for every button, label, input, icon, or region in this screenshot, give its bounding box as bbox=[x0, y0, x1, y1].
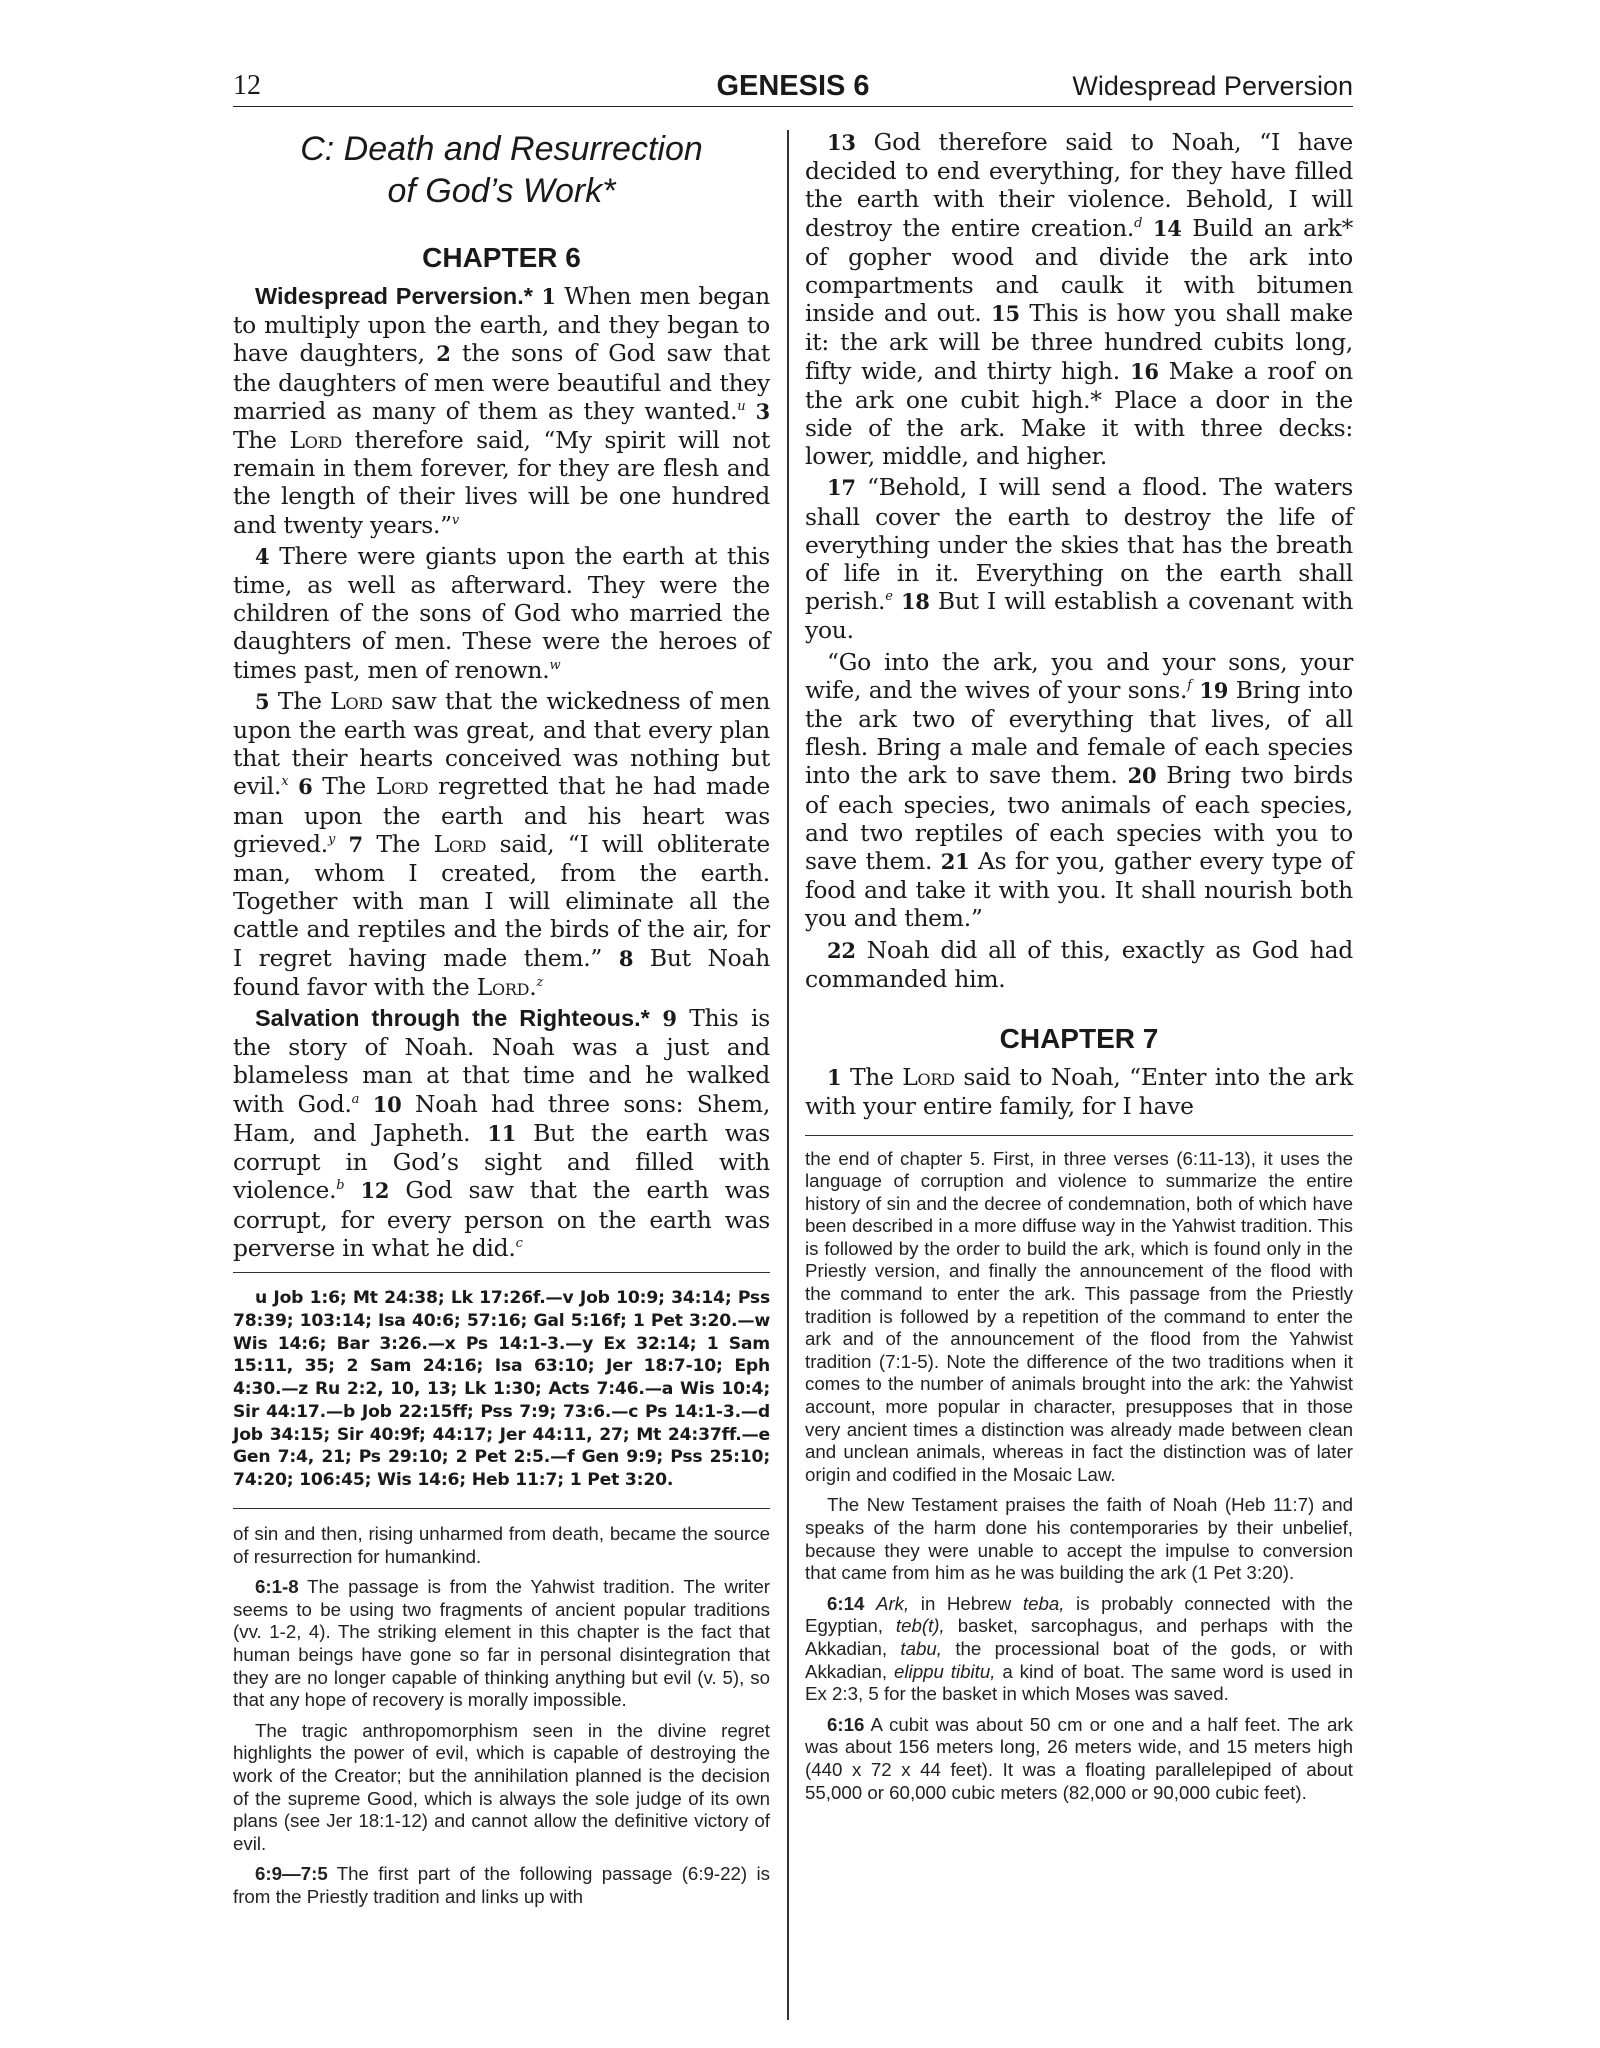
note-6-1-8 bbox=[233, 1576, 770, 1712]
scripture-text-chapter-7 bbox=[805, 1063, 1353, 1120]
footnote-marker: e bbox=[885, 589, 893, 605]
verse-text: therefore said, “My spirit will not remain in them forever, for they are flesh and the length of their lives will be one hundred and twenty years.” bbox=[233, 426, 771, 539]
verse-text: But I will establish a covenant with you. bbox=[805, 587, 1354, 645]
verse-number: 13 bbox=[827, 130, 856, 155]
verse-text: said, “I will obliterate man, whom I created, from the earth. Together with man I will eliminate all the cattle and reptiles and the birds of the air, for I regret having made them.” bbox=[233, 829, 770, 972]
verse-number: 5 bbox=[255, 688, 270, 714]
scripture-text-left bbox=[233, 282, 770, 1262]
verse-number: 18 bbox=[900, 589, 930, 615]
verse-number: 12 bbox=[360, 1178, 390, 1204]
note-text: The first part of the following passage (6:9-22) is from the Priestly tradition and links up with bbox=[233, 1863, 770, 1907]
verse-number: 14 bbox=[1152, 215, 1182, 241]
note-reference: 6:14 bbox=[827, 1592, 865, 1614]
note-text: basket, sarcophagus, and perhaps with the Akkadian, bbox=[805, 1615, 1353, 1659]
verse-text: God saw that the earth was corrupt, for every person on the earth was perverse in what he did. bbox=[233, 1176, 771, 1262]
paragraph-1 bbox=[233, 282, 770, 539]
paragraph-5 bbox=[805, 128, 1353, 470]
verse-text: The bbox=[277, 686, 322, 715]
divine-name: Lord bbox=[902, 1063, 955, 1092]
paragraph-4 bbox=[233, 1004, 770, 1262]
left-column bbox=[233, 128, 770, 1909]
commentary-notes-right bbox=[805, 1135, 1353, 1805]
verse-number: 17 bbox=[827, 475, 856, 501]
verse-text: Noah did all of this, exactly as God had commanded him. bbox=[805, 935, 1353, 993]
verse-text: . bbox=[529, 972, 537, 1001]
verse-text: The bbox=[376, 829, 421, 858]
footnote-marker: w bbox=[549, 657, 561, 673]
note-term: elippu tibitu, bbox=[894, 1660, 996, 1682]
verse-text: “Behold, I will send a flood. The waters shall cover the earth to destroy the life of everything under the skies that has the breath of life in it. Everything on the earth shall perish. bbox=[805, 473, 1353, 616]
verse-number: 3 bbox=[755, 398, 770, 424]
section-heading-salvation: Salvation through the Righteous.* bbox=[255, 1005, 650, 1032]
page-number: 12 bbox=[233, 70, 261, 101]
verse-text: But the earth was corrupt in God’s sight and filled with violence. bbox=[233, 1118, 770, 1205]
note-reference: 6:9—7:5 bbox=[255, 1863, 328, 1885]
verse-text: When men began to multiply upon the earth, and they began to have daughters, bbox=[233, 282, 771, 368]
section-heading-perversion: Widespread Perversion.* bbox=[255, 283, 533, 309]
book-chapter-title: GENESIS 6 bbox=[716, 70, 870, 102]
column-divider bbox=[787, 130, 789, 2020]
verse-text: God therefore said to Noah, “I have decided to end everything, for they have filled the earth with their violence. Behold, I will destroy the entire creation. bbox=[805, 128, 1353, 242]
note-text: is probably connected with the Egyptian, bbox=[805, 1592, 1353, 1637]
right-column bbox=[805, 128, 1353, 1804]
note-term: teba, bbox=[1022, 1592, 1065, 1614]
verse-text: Bring into the ark two of everything that lives, of all flesh. Bring a male and female of each species into the ark to save them. bbox=[805, 675, 1353, 790]
note-6-16 bbox=[805, 1714, 1353, 1804]
divine-name: Lord bbox=[330, 686, 383, 715]
divine-name: Lord bbox=[289, 426, 342, 455]
verse-text: The bbox=[322, 772, 367, 801]
chapter-7-heading: CHAPTER 7 bbox=[999, 1023, 1159, 1055]
running-topic: Widespread Perversion bbox=[1072, 71, 1353, 101]
footnote-marker: x bbox=[281, 774, 289, 790]
verse-text: Noah had three sons: Shem, Ham, and Japheth. bbox=[233, 1089, 771, 1147]
section-title bbox=[233, 128, 770, 212]
verse-text: This is how you shall make it: the ark will be three hundred cubits long, fifty wide, and thirty high. bbox=[805, 299, 1354, 385]
verse-number: 10 bbox=[372, 1091, 402, 1117]
note-anthropomorphism: The tragic anthropomorphism seen in the divine regret highlights the power of evil, which is capable of destroying the work of the Creator; but the annihilation planned is the decision of the supreme Good, which is always the sole judge of its own plans (see Jer 18:1-12) and cannot allow the definitive victory of evil. bbox=[233, 1719, 770, 1854]
verse-text: Make a roof on the ark one cubit high.* Place a door in the side of the ark. Make it with three decks: lower, middle, and higher. bbox=[805, 356, 1353, 471]
verse-number: 9 bbox=[662, 1006, 677, 1032]
verse-number: 11 bbox=[487, 1120, 517, 1146]
verse-text: The bbox=[849, 1063, 894, 1092]
note-6-14 bbox=[805, 1593, 1353, 1706]
verse-text: Bring two birds of each species, two animals of each species, and two reptiles of each species with you to save them. bbox=[805, 761, 1353, 876]
footnote-marker: v bbox=[451, 512, 459, 528]
paragraph-7 bbox=[805, 648, 1353, 933]
verse-text: But Noah found favor with the bbox=[233, 943, 771, 1001]
verse-text: Build an ark* of gopher wood and divide the ark into compartments and caulk it with bitumen inside and out. bbox=[805, 213, 1354, 328]
verse-number: 8 bbox=[618, 945, 634, 971]
verse-text: As for you, gather every type of food and take it with you. It shall nourish both you and them.” bbox=[805, 847, 1353, 933]
footnote-marker: c bbox=[515, 1235, 523, 1251]
note-new-testament: The New Testament praises the faith of Noah (Heb 11:7) and speaks of the harm done his contemporaries by their unbelief, because they were unable to accept the impulse to conversion that came from him as he was building the ark (1 Pet 3:20). bbox=[805, 1494, 1353, 1584]
commentary-notes-left bbox=[233, 1523, 770, 1909]
footnote-marker: u bbox=[737, 399, 746, 415]
verse-number: 16 bbox=[1129, 358, 1159, 384]
verse-number: 4 bbox=[255, 543, 270, 569]
cross-references bbox=[233, 1272, 770, 1509]
paragraph-3 bbox=[233, 687, 770, 1001]
verse-number: 7 bbox=[348, 831, 363, 857]
verse-number: 1 bbox=[541, 284, 556, 309]
verse-text: the sons of God saw that the daughters of men were beautiful and they married as many of them as they wanted. bbox=[233, 339, 771, 425]
footnote-marker: d bbox=[1134, 215, 1143, 231]
footnote-marker: y bbox=[327, 832, 336, 848]
verse-number: 15 bbox=[991, 301, 1020, 327]
verse-number: 2 bbox=[436, 341, 451, 367]
note-text: The passage is from the Yahwist tradition. The writer seems to be using two fragments of ancient popular traditions (vv. 1-2, 4). The striking element in this chapter is the fact that human beings have gone so far in personal disintegration that they are no longer capable of thinking anything but evil (v. 5), so that any hope of recovery is morally impossible. bbox=[233, 1576, 770, 1711]
paragraph-2 bbox=[233, 542, 770, 684]
footnote-marker: f bbox=[1187, 678, 1192, 694]
verse-text: regretted that he had made man upon the earth and his heart was grieved. bbox=[233, 772, 770, 858]
verse-number: 20 bbox=[1127, 763, 1157, 789]
verse-number: 6 bbox=[298, 774, 313, 800]
paragraph-8 bbox=[805, 936, 1353, 993]
note-reference: 6:16 bbox=[827, 1713, 865, 1735]
note-text: in Hebrew bbox=[920, 1592, 1012, 1614]
note-text: A cubit was about 50 cm or one and a half feet. The ark was about 156 meters long, 26 meters wide, and 15 meters high (440 x 72 x 44 feet). It was a floating parallelepiped of about 55,000 or 60,000 cubic meters (82,000 or 90,000 cubic feet). bbox=[805, 1713, 1354, 1803]
running-header bbox=[233, 70, 1353, 107]
verse-text: said to Noah, “Enter into the ark with your entire family, for I have bbox=[805, 1063, 1353, 1121]
verse-number: 1 bbox=[827, 1065, 842, 1091]
note-text: the processional boat of the gods, or with Akkadian, bbox=[805, 1637, 1353, 1682]
footnote-marker: b bbox=[336, 1178, 345, 1194]
note-6-9-7-5 bbox=[233, 1863, 770, 1908]
verse-number: 19 bbox=[1199, 677, 1229, 703]
section-title-line1: C: Death and Resurrection bbox=[300, 130, 703, 168]
note-term: Ark, bbox=[875, 1592, 910, 1614]
note-continuation: of sin and then, rising unharmed from death, became the source of resurrection for humankind. bbox=[233, 1523, 770, 1567]
note-term: teb(t), bbox=[895, 1615, 945, 1637]
verse-text: “Go into the ark, you and your sons, your wife, and the wives of your sons. bbox=[805, 647, 1353, 704]
divine-name: Lord bbox=[476, 972, 530, 1001]
note-term: tabu, bbox=[900, 1637, 942, 1659]
note-reference: 6:1-8 bbox=[255, 1576, 299, 1598]
verse-number: 21 bbox=[940, 849, 970, 875]
section-title-line2: of God’s Work* bbox=[387, 172, 616, 210]
note-continuation-priestly: the end of chapter 5. First, in three verses (6:11-13), it uses the language of corruption and violence to summarize the entire history of sin and the decree of condemnation, both of which have been described in a more diffuse way in the Yahwist tradition. This is followed by the order to build the ark, which is found only in the Priestly version, and finally the announcement of the flood with the command to enter the ark. This passage from the Priestly tradition is followed by a repetition of the command to enter the ark and of the announcement of the flood from the Yahwist tradition (7:1-5). Note the difference of the two traditions when it comes to the number of animals brought into the ark: the Yahwist account, more popular in character, presupposes that in those very ancient times a distinction was already made between clean and unclean animals, whereas in fact the distinction was of later origin and codified in the Mosaic Law. bbox=[805, 1147, 1353, 1485]
verse-text: saw that the wickedness of men upon the earth was great, and that every plan that their hearts conceived was nothing but evil. bbox=[233, 686, 771, 801]
paragraph-6 bbox=[805, 473, 1353, 644]
scripture-text-right bbox=[805, 128, 1353, 993]
verse-text: There were giants upon the earth at this time, as well as afterward. They were the children of the sons of God who married the daughters of men. These were the heroes of times past, men of renown. bbox=[233, 541, 770, 684]
paragraph-9 bbox=[805, 1063, 1353, 1120]
footnote-marker: a bbox=[351, 1091, 360, 1107]
verse-number: 22 bbox=[827, 937, 856, 963]
verse-text: The bbox=[233, 426, 277, 455]
footnote-marker: z bbox=[536, 975, 544, 991]
cross-reference-text: u Job 1:6; Mt 24:38; Lk 17:26f.—v Job 10:9; 34:14; Pss 78:39; 103:14; Isa 40:6; 57:16; Gal 5:16f; 1 Pet 3:20.—w Wis 14:6; Bar 3:26.—x Ps 14:1-3.—y Ex 32:14; 1 Sam 15:11, 35; 2 Sam 24:16; Isa 63:10; Jer 18:7-10; Eph 4:30.—z Ru 2:2, 10, 13; Lk 1:30; Acts 7:46.—a Wis 10:4; Sir 44:17.—b Job 22:15ff; Pss 7:9; 73:6.—c Ps 14:1-3.—d Job 34:15; Sir 40:9f; 44:17; Jer 44:11, 27; Mt 24:37ff.—e Gen 7:4, 21; Ps 29:10; 2 Pet 2:5.—f Gen 9:9; Pss 25:10; 74:20; 106:45; Wis 14:6; Heb 11:7; 1 Pet 3:20. bbox=[233, 1287, 770, 1491]
note-text: a kind of boat. The same word is used in Ex 2:3, 5 for the basket in which Moses was saved. bbox=[805, 1660, 1353, 1705]
verse-text: This is the story of Noah. Noah was a just and blameless man at that time and he walked with God. bbox=[233, 1004, 771, 1118]
divine-name: Lord bbox=[375, 772, 429, 801]
divine-name: Lord bbox=[433, 829, 487, 858]
chapter-6-heading: CHAPTER 6 bbox=[422, 242, 581, 273]
